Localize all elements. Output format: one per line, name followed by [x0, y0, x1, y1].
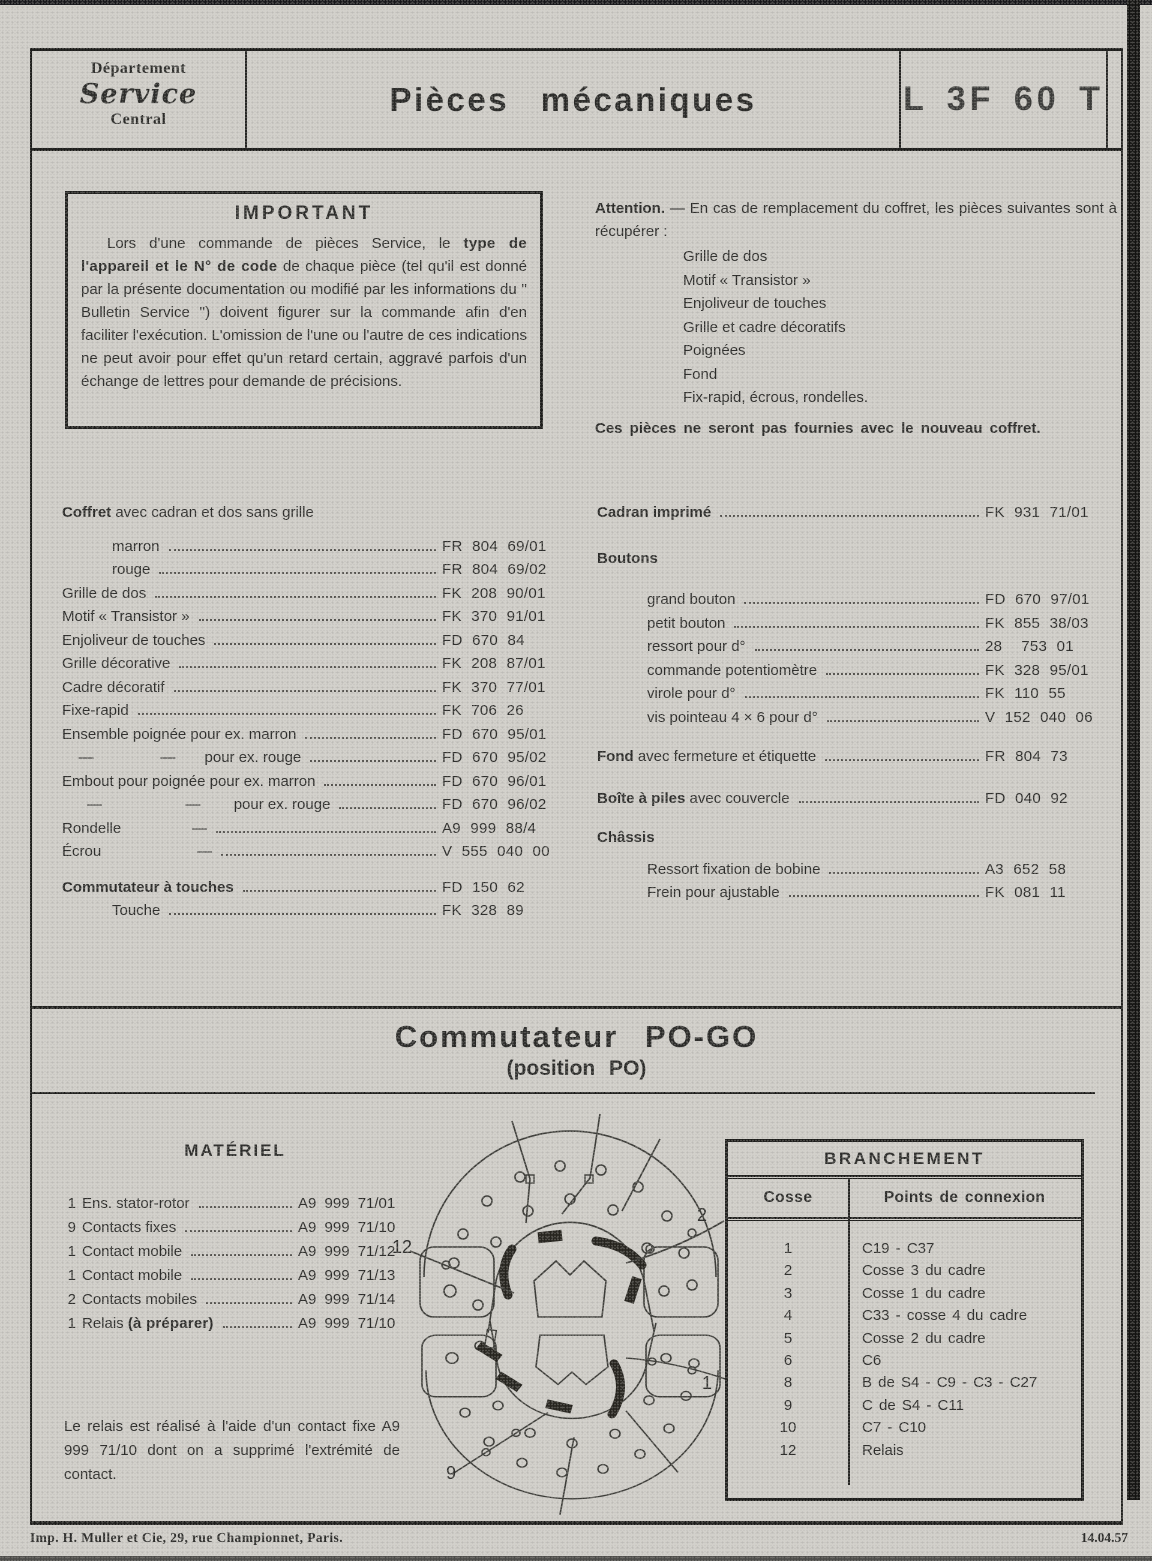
part-number: FD 670 84 — [442, 631, 525, 649]
part-number: FK 208 90/01 — [442, 584, 546, 602]
dotted-leader — [169, 549, 436, 551]
dotted-leader — [305, 737, 436, 739]
dotted-leader — [191, 1254, 292, 1256]
scan-edge-top — [0, 0, 1152, 5]
part-label: Frein pour ajustable — [647, 884, 780, 901]
part-label: Cadre décoratif — [62, 678, 165, 696]
materiel-row — [62, 1264, 398, 1288]
dotted-leader — [745, 696, 979, 698]
parts-row — [62, 582, 544, 606]
dotted-leader — [826, 673, 979, 675]
part-label: marron — [112, 537, 160, 555]
branchement-row — [728, 1372, 1081, 1394]
attention-item: Fond — [683, 365, 718, 383]
materiel-label: Contact mobile — [82, 1243, 183, 1260]
branchement-row — [728, 1350, 1081, 1372]
parts-row — [62, 723, 547, 747]
materiel-label: Contacts fixes — [82, 1219, 177, 1236]
connection-points: Relais — [862, 1441, 904, 1459]
dotted-leader — [216, 831, 436, 833]
parts-row — [597, 881, 1087, 905]
column-header-points: Points de connexion — [883, 1189, 1046, 1206]
section-heading — [32, 1013, 1121, 1081]
dotted-leader — [174, 690, 436, 692]
part-number: FD 670 96/01 — [442, 772, 547, 790]
attention-item: Enjoliveur de touches — [683, 295, 827, 312]
section-divider-top — [32, 1006, 1121, 1009]
parts-row — [62, 899, 544, 923]
cosse-number: 5 — [783, 1329, 793, 1347]
part-label-bold: Coffret — [62, 504, 112, 521]
connection-points: C de S4 - C11 — [862, 1396, 964, 1414]
branchement-row — [728, 1440, 1081, 1462]
part-number: V 555 040 00 — [442, 843, 550, 860]
materiel-qty: 1 — [67, 1195, 76, 1212]
part-number: A9 999 71/10 — [298, 1219, 396, 1236]
part-number: FK 370 77/01 — [442, 678, 546, 696]
part-number: FK 328 89 — [442, 902, 524, 919]
dotted-leader — [155, 596, 436, 598]
dotted-leader — [734, 626, 979, 628]
part-number: FD 150 62 — [442, 878, 525, 896]
part-label-bold: Boutons — [597, 549, 658, 567]
part-label: commande potentiomètre — [647, 661, 818, 679]
part-label: — — pour ex. rouge — [62, 796, 331, 813]
part-label: Écrou — — [62, 843, 213, 860]
attention-item: Grille et cadre décoratifs — [683, 318, 846, 336]
dotted-leader — [825, 759, 979, 761]
attention-item-list — [595, 245, 1117, 410]
dotted-leader — [829, 872, 979, 874]
connection-points: C7 - C10 — [862, 1419, 927, 1437]
attention-lead-rest: — En cas de remplacement du coffret, les pièces suivantes sont à récupérer : — [595, 200, 1117, 240]
part-number: FK 208 87/01 — [442, 655, 546, 672]
part-number: FR 804 69/01 — [442, 537, 547, 555]
part-label-bold: Cadran imprimé — [597, 504, 712, 521]
cosse-number: 6 — [783, 1352, 793, 1370]
materiel-qty: 1 — [67, 1315, 76, 1332]
part-label: rouge — [112, 561, 151, 578]
branchement-grid — [728, 1179, 1081, 1485]
dotted-leader — [199, 619, 436, 621]
parts-row — [62, 793, 547, 817]
dotted-leader — [199, 1206, 292, 1208]
parts-row — [597, 858, 1087, 882]
parts-row — [597, 745, 1087, 769]
important-text-bold: type de l'appareil et le N° de code — [81, 235, 527, 275]
part-label: virole pour d° — [647, 685, 736, 702]
important-text-pre: Lors d'une commande de pièces Service, le — [107, 235, 464, 252]
dotted-leader — [755, 649, 979, 651]
parts-row — [62, 558, 547, 582]
part-label: Rondelle — — [62, 819, 208, 837]
logo-line-service: Service — [79, 79, 198, 110]
part-label-bold: Fond — [597, 748, 634, 765]
dotted-leader — [185, 1230, 292, 1232]
part-label: Motif « Transistor » — [62, 608, 190, 625]
parts-row — [62, 535, 547, 559]
materiel-qty: 1 — [67, 1267, 76, 1284]
dotted-leader — [720, 515, 979, 517]
parts-row — [597, 826, 1087, 850]
part-number: FK 706 26 — [442, 702, 524, 719]
part-number: A9 999 88/4 — [442, 819, 537, 837]
parts-row — [62, 817, 544, 841]
model-code: L 3F 60 T — [899, 51, 1108, 148]
important-box — [65, 191, 543, 429]
materiel-label-bold: (à préparer) — [127, 1315, 214, 1332]
attention-lead-bold: Attention. — [595, 200, 665, 217]
cosse-number: 4 — [783, 1307, 793, 1325]
part-number: FR 804 73 — [985, 748, 1068, 765]
connection-points: C19 - C37 — [862, 1240, 935, 1257]
part-label: Enjoliveur de touches — [62, 631, 206, 649]
attention-item: Poignées — [683, 342, 746, 359]
part-label: — — pour ex. rouge — [62, 749, 302, 766]
dotted-leader — [799, 801, 979, 803]
branchement-row — [728, 1260, 1081, 1282]
parts-row — [597, 612, 1087, 636]
rotor-diagram-bottom-drawing — [394, 1307, 744, 1527]
page-footer — [30, 1530, 1128, 1546]
materiel-label: Relais (à préparer) — [82, 1315, 214, 1332]
part-label: grand bouton — [647, 591, 736, 608]
part-number: FK 328 95/01 — [985, 661, 1089, 679]
service-department-logo — [32, 51, 247, 148]
part-number: A9 999 71/13 — [298, 1267, 396, 1284]
printer-credit: Imp. H. Muller et Cie, 29, rue Championnet, Paris. — [30, 1530, 343, 1545]
materiel-label: Ens. stator-rotor — [82, 1195, 190, 1212]
part-number: FR 804 69/02 — [442, 561, 547, 578]
materiel-qty: 2 — [67, 1291, 76, 1308]
parts-row — [597, 588, 1090, 612]
document-page — [30, 48, 1123, 1525]
materiel-label: Contacts mobiles — [82, 1291, 198, 1308]
part-label: Embout pour poignée pour ex. marron — [62, 772, 316, 790]
part-number: A9 999 71/01 — [298, 1195, 396, 1212]
part-number: A9 999 71/12 — [298, 1243, 396, 1260]
materiel-row — [62, 1192, 398, 1216]
dotted-leader — [169, 913, 436, 915]
parts-row — [62, 840, 550, 864]
part-label-bold: Boîte à piles — [597, 789, 686, 807]
diagram-callout-9: 9 — [446, 1463, 457, 1483]
dotted-leader — [339, 807, 436, 809]
attention-lead — [595, 197, 1117, 243]
dotted-leader — [159, 572, 436, 574]
part-number: V 152 040 06 — [985, 708, 1093, 726]
connection-points: Cosse 2 du cadre — [862, 1329, 986, 1347]
scan-edge-right — [1127, 0, 1140, 1500]
part-label: Fixe-rapid — [62, 702, 129, 719]
part-number: FK 370 91/01 — [442, 608, 546, 625]
part-label: avec couvercle — [685, 789, 790, 807]
branchement-title: BRANCHEMENT — [824, 1149, 985, 1168]
materiel-row — [62, 1288, 398, 1312]
section-title: Commutateur PO-GO — [394, 1019, 759, 1054]
part-label-bold: Châssis — [597, 829, 655, 846]
dotted-leader — [324, 784, 436, 786]
relais-note: Le relais est réalisé à l'aide d'un contact fixe A9 999 71/10 dont on a supprimé l'extrémité de contact. — [64, 1418, 400, 1483]
logo-line-central: Central — [110, 111, 167, 128]
part-label: petit bouton — [647, 614, 726, 632]
branchement-row-list — [728, 1221, 1081, 1462]
part-number: FD 670 97/01 — [985, 591, 1090, 608]
branchement-header-row — [728, 1179, 1081, 1217]
dotted-leader — [214, 643, 436, 645]
part-label: Grille décorative — [62, 655, 171, 672]
diagram-callout-2: 2 — [697, 1205, 708, 1225]
materiel-row — [62, 1312, 398, 1336]
dotted-leader — [243, 890, 436, 892]
part-label: avec cadran et dos sans grille — [111, 504, 314, 521]
parts-row — [62, 699, 544, 723]
part-number: FK 081 11 — [985, 884, 1066, 901]
branchement-row — [728, 1328, 1081, 1350]
attention-item: Fix-rapid, écrous, rondelles. — [683, 389, 869, 406]
cosse-number: 2 — [783, 1262, 793, 1280]
attention-block — [595, 197, 1117, 440]
diagram-callout-1: 1 — [702, 1373, 713, 1393]
part-number: 28 753 01 — [985, 638, 1074, 655]
parts-row — [597, 706, 1093, 730]
part-number: FK 931 71/01 — [985, 504, 1089, 521]
part-number: FD 670 95/01 — [442, 725, 547, 743]
parts-row — [597, 635, 1087, 659]
connection-points: Cosse 1 du cadre — [862, 1284, 986, 1302]
page-title: Pièces mécaniques — [389, 80, 757, 118]
parts-row — [62, 770, 547, 794]
logo-line-departement: Département — [90, 60, 187, 77]
part-label: ressort pour d° — [647, 638, 746, 655]
dotted-leader — [223, 1326, 292, 1328]
materiel-row — [62, 1216, 398, 1240]
part-number: FK 110 55 — [985, 685, 1066, 702]
materiel-title: MATÉRIEL — [184, 1141, 286, 1160]
page-header — [32, 51, 1121, 151]
parts-list-right — [597, 501, 1093, 905]
materiel-block — [62, 1141, 398, 1336]
part-label: vis pointeau 4 × 6 pour d° — [647, 708, 818, 726]
parts-row — [597, 682, 1087, 706]
attention-item: Grille de dos — [683, 248, 768, 265]
parts-row — [62, 652, 544, 676]
connection-points: Cosse 3 du cadre — [862, 1262, 986, 1280]
parts-row — [597, 501, 1087, 525]
parts-list-left — [62, 501, 550, 923]
materiel-label: Contact mobile — [82, 1267, 183, 1284]
part-label: Grille de dos — [62, 584, 147, 602]
cosse-number: 1 — [783, 1240, 793, 1257]
materiel-row-list — [62, 1192, 398, 1336]
parts-row — [597, 547, 1087, 571]
parts-row — [62, 746, 547, 770]
parts-row — [62, 876, 544, 900]
part-label: Ressort fixation de bobine — [647, 860, 821, 878]
part-label: Ensemble poignée pour ex. marron — [62, 725, 297, 743]
important-text-post: de chaque pièce (tel qu'il est donné par la présente documentation ou modifié par les informations du '' Bulletin Service '') doivent figurer sur la commande afin d'en faciliter l'exécution. L'omission de l'une ou l'autre de ces indications ne peut avoir pour effet qu'un retard certain, aggravé parfois d'un échange de lettres pour demande de précisions. — [81, 258, 527, 390]
cosse-number: 10 — [779, 1419, 797, 1437]
attention-item: Motif « Transistor » — [683, 271, 811, 289]
part-number: FD 040 92 — [985, 789, 1068, 807]
parts-row — [62, 501, 544, 525]
parts-row — [597, 787, 1087, 811]
branchement-column-divider — [848, 1179, 850, 1485]
cosse-number: 12 — [779, 1441, 797, 1459]
dotted-leader — [789, 895, 979, 897]
branchement-row — [728, 1238, 1081, 1260]
dotted-leader — [206, 1302, 292, 1304]
cosse-number: 3 — [783, 1284, 793, 1302]
part-label-bold: Commutateur à touches — [62, 878, 234, 896]
section-divider-bottom — [32, 1092, 1095, 1094]
materiel-row — [62, 1240, 398, 1264]
connection-points: C33 - cosse 4 du cadre — [862, 1307, 1028, 1325]
important-title: IMPORTANT — [234, 203, 374, 224]
part-number: FD 670 95/02 — [442, 749, 547, 766]
branchement-table — [725, 1139, 1084, 1501]
dotted-leader — [138, 713, 436, 715]
part-label: Touche — [112, 902, 161, 919]
branchement-row — [728, 1283, 1081, 1305]
branchement-row — [728, 1417, 1081, 1439]
parts-row — [62, 605, 544, 629]
diagram-callout-12: 12 — [392, 1237, 413, 1257]
date-stamp: 14.04.57 — [1080, 1530, 1128, 1545]
branchement-row — [728, 1395, 1081, 1417]
column-header-cosse: Cosse — [763, 1189, 813, 1206]
part-number: A9 999 71/14 — [298, 1291, 396, 1308]
part-label: avec fermeture et étiquette — [633, 748, 817, 765]
parts-row — [62, 676, 544, 700]
section-subtitle: (position PO) — [506, 1057, 647, 1080]
important-text — [81, 232, 527, 393]
attention-note: Ces pièces ne seront pas fournies avec le nouveau coffret. — [595, 419, 1041, 437]
materiel-qty: 9 — [67, 1219, 76, 1236]
scan-edge-bottom — [0, 1556, 1152, 1561]
part-number: A3 652 58 — [985, 860, 1067, 878]
parts-row — [62, 629, 544, 653]
dotted-leader — [827, 720, 979, 722]
cosse-number: 8 — [783, 1374, 793, 1392]
materiel-qty: 1 — [67, 1243, 76, 1260]
parts-row — [597, 659, 1087, 683]
cosse-number: 9 — [783, 1396, 793, 1414]
dotted-leader — [191, 1278, 292, 1280]
branchement-row — [728, 1305, 1081, 1327]
connection-points: B de S4 - C9 - C3 - C27 — [862, 1374, 1038, 1392]
part-number: A9 999 71/10 — [298, 1315, 396, 1332]
dotted-leader — [221, 854, 436, 856]
dotted-leader — [179, 666, 436, 668]
part-number: FD 670 96/02 — [442, 796, 547, 813]
dotted-leader — [310, 760, 436, 762]
rotor-stator-diagram-bottom — [394, 1307, 744, 1527]
dotted-leader — [744, 602, 979, 604]
connection-points: C6 — [862, 1352, 882, 1370]
part-number: FK 855 38/03 — [985, 614, 1089, 632]
